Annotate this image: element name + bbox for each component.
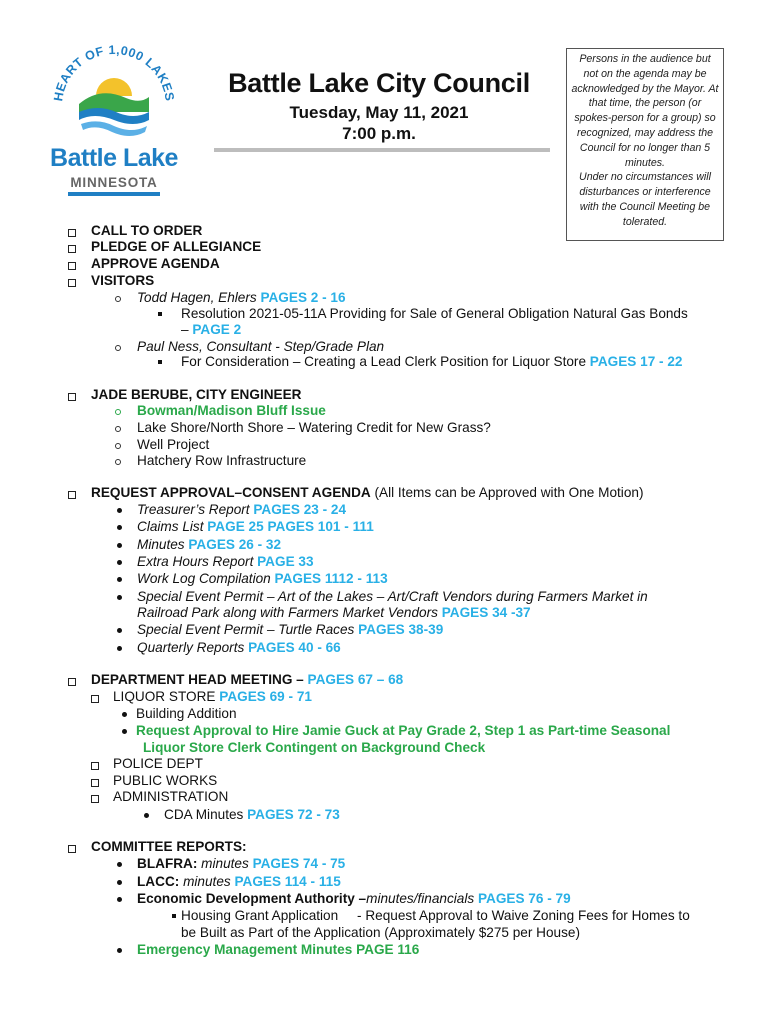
consent-item: Minutes PAGES 26 - 32 xyxy=(137,537,282,552)
consent-item: Work Log Compilation PAGES 1112 - 113 xyxy=(137,571,388,586)
bullet-icon xyxy=(117,897,122,902)
visitor-subitem: Resolution 2021-05-11A Providing for Sale of General Obligation Natural Gas Bonds xyxy=(181,306,688,321)
checkbox-icon xyxy=(68,845,76,853)
bullet-icon xyxy=(117,525,122,530)
visitor-subitem: For Consideration – Creating a Lead Clerk Position for Liquor Store PAGES 17 - 22 xyxy=(181,354,683,369)
visitor-subitem-pages: – PAGE 2 xyxy=(181,322,242,337)
checkbox-icon xyxy=(91,762,99,770)
bullet-icon xyxy=(144,813,149,818)
bullet-icon xyxy=(117,880,122,885)
bullet-icon xyxy=(117,646,122,651)
liquor-item: Building Addition xyxy=(136,706,237,721)
consent-item: Extra Hours Report PAGE 33 xyxy=(137,554,314,569)
checkbox-icon xyxy=(68,491,76,499)
bullet-icon xyxy=(122,712,127,717)
header-rule xyxy=(214,148,550,152)
admin-item: CDA Minutes PAGES 72 - 73 xyxy=(164,807,340,822)
checkbox-icon xyxy=(68,245,76,253)
agenda-pledge: PLEDGE OF ALLEGIANCE xyxy=(91,239,262,254)
consent-item-cont: Railroad Park along with Farmers Market Vendors PAGES 34 -37 xyxy=(137,605,531,620)
notice-text-1: Persons in the audience but not on the agenda may be acknowledged by the Mayor. At that time, the person (or spokes-person for a group) so recognized, may address the Council for no longer than 5 minutes. xyxy=(571,53,719,169)
bullet-icon xyxy=(117,628,122,633)
consent-item: Quarterly Reports PAGES 40 - 66 xyxy=(137,640,341,655)
committee-item: BLAFRA: minutes PAGES 74 - 75 xyxy=(137,856,346,871)
checkbox-icon xyxy=(91,779,99,787)
circle-bullet-icon xyxy=(115,459,121,465)
page-title: Battle Lake City Council xyxy=(228,68,530,98)
dept-public-works: PUBLIC WORKS xyxy=(113,773,218,788)
committee-item: Economic Development Authority –minutes/financials PAGES 76 - 79 xyxy=(137,891,571,906)
checkbox-icon xyxy=(91,695,99,703)
circle-bullet-icon xyxy=(115,443,121,449)
bullet-icon xyxy=(117,560,122,565)
logo-state: MINNESOTA xyxy=(70,175,158,190)
agenda-engineer: JADE BERUBE, CITY ENGINEER xyxy=(91,387,302,402)
visitor-item: Paul Ness, Consultant - Step/Grade Plan xyxy=(137,339,385,354)
square-bullet-icon xyxy=(158,360,162,364)
committee-item: Emergency Management Minutes PAGE 116 xyxy=(137,942,420,957)
engineer-item: Well Project xyxy=(137,437,210,452)
committee-item: LACC: minutes PAGES 114 - 115 xyxy=(137,874,341,889)
bullet-icon xyxy=(117,543,122,548)
engineer-item: Lake Shore/North Shore – Watering Credit for New Grass? xyxy=(137,420,491,435)
agenda-call-to-order: CALL TO ORDER xyxy=(91,223,203,238)
eda-item-cont: be Built as Part of the Application (Approximately $275 per House) xyxy=(181,925,580,940)
checkbox-icon xyxy=(68,279,76,287)
bullet-icon xyxy=(117,862,122,867)
agenda-committee: COMMITTEE REPORTS: xyxy=(91,839,247,854)
meeting-date: Tuesday, May 11, 2021 xyxy=(289,103,469,122)
bullet-icon xyxy=(117,595,122,600)
consent-item: Treasurer’s Report PAGES 23 - 24 xyxy=(137,502,347,517)
logo-name: Battle Lake xyxy=(50,144,178,172)
circle-bullet-icon xyxy=(115,345,121,351)
dept-liquor: LIQUOR STORE PAGES 69 - 71 xyxy=(113,689,312,704)
audience-notice xyxy=(566,48,724,241)
checkbox-icon xyxy=(68,678,76,686)
agenda-approve: APPROVE AGENDA xyxy=(91,256,220,271)
agenda-visitors: VISITORS xyxy=(91,273,155,288)
checkbox-icon xyxy=(91,795,99,803)
checkbox-icon xyxy=(68,229,76,237)
circle-bullet-icon xyxy=(115,426,121,432)
notice-text-2: Under no circumstances will disturbances or interference with the Council Meeting be tolerated. xyxy=(579,171,711,228)
engineer-item: Hatchery Row Infrastructure xyxy=(137,453,307,468)
svg-text:HEART OF 1,000 LAKES: HEART OF 1,000 LAKES xyxy=(51,42,177,103)
bullet-icon xyxy=(117,948,122,953)
consent-item: Special Event Permit – Turtle Races PAGES 38-39 xyxy=(137,622,444,637)
dept-police: POLICE DEPT xyxy=(113,756,203,771)
agenda-dept: DEPARTMENT HEAD MEETING – PAGES 67 – 68 xyxy=(91,672,404,687)
square-bullet-icon xyxy=(172,914,176,918)
circle-bullet-icon xyxy=(115,409,121,415)
dept-admin: ADMINISTRATION xyxy=(113,789,229,804)
agenda-consent: REQUEST APPROVAL–CONSENT AGENDA (All Items can be Approved with One Motion) xyxy=(91,485,644,500)
meeting-time: 7:00 p.m. xyxy=(342,124,416,143)
square-bullet-icon xyxy=(158,312,162,316)
bullet-icon xyxy=(122,729,127,734)
checkbox-icon xyxy=(68,393,76,401)
consent-item: Special Event Permit – Art of the Lakes – Art/Craft Vendors during Farmers Market in xyxy=(137,589,648,604)
eda-item: Housing Grant Application - Request Approval to Waive Zoning Fees for Homes to xyxy=(181,908,690,923)
circle-bullet-icon xyxy=(115,296,121,302)
visitor-item: Todd Hagen, Ehlers PAGES 2 - 16 xyxy=(137,290,346,305)
checkbox-icon xyxy=(68,262,76,270)
battle-lake-logo xyxy=(48,42,180,200)
liquor-item-cont: Liquor Store Clerk Contingent on Background Check xyxy=(143,740,486,755)
engineer-item: Bowman/Madison Bluff Issue xyxy=(137,403,326,418)
consent-item: Claims List PAGE 25 PAGES 101 - 111 xyxy=(137,519,374,534)
bullet-icon xyxy=(117,508,122,513)
bullet-icon xyxy=(117,577,122,582)
liquor-item: Request Approval to Hire Jamie Guck at Pay Grade 2, Step 1 as Part-time Seasonal xyxy=(136,723,671,738)
